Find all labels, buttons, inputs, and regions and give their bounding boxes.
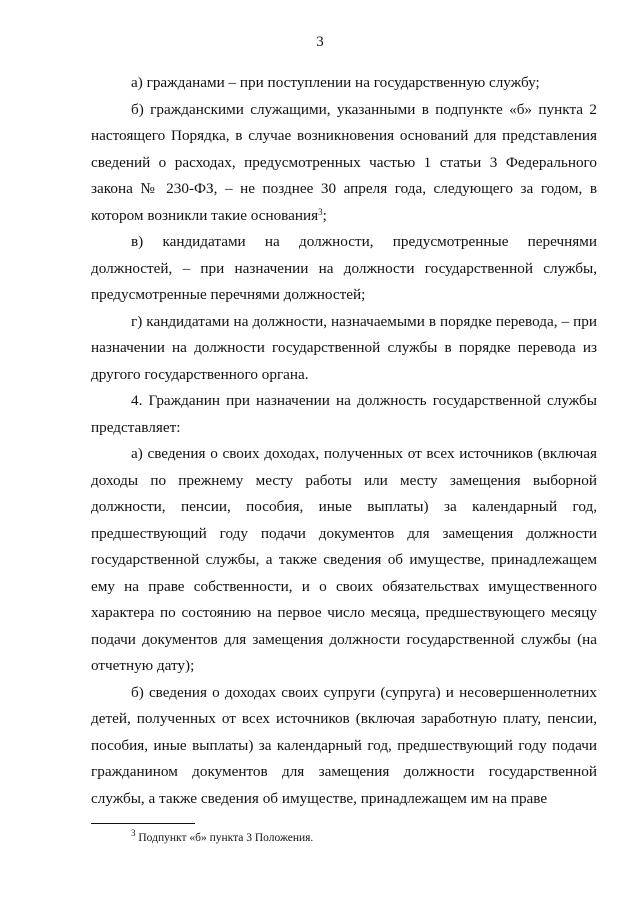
footnote-reference[interactable]: 3 [318,206,323,217]
paragraph-b-text: б) гражданскими служащими, указанными в подпункте «б» пункта 2 настоящего Порядка, в случае возникновения оснований для представления сведений о расходах, предусмотренных частью 1 статьи 3 Федерального закона № 230-ФЗ, – не позднее 30 апреля года, следующего за годом, в котором возникли такие основания [91,100,597,224]
footnote-separator [91,823,195,824]
footnote-marker: 3 [131,828,136,838]
paragraph-4a-own-income: а) сведения о своих доходах, полученных от всех источников (включая доходы по прежнему месту работы или месту замещения выборной должности, пенсии, пособия, иные выплаты) за календарный год, предшествующий году подачи документов для замещения должности государственной службы, а также сведения об имуществе, принадлежащем ему на праве собственности, и о своих обязательствах имущественного характера по состоянию на первое число месяца, предшествующего месяцу подачи документов для замещения должности государственной службы (на отчетную дату); [91,445,597,674]
document-body [91,70,597,812]
paragraph-g-transfer-candidates: г) кандидатами на должности, назначаемыми в порядке перевода, – при назначении на должности государственной службы в порядке перевода из другого государственного органа. [91,312,597,383]
paragraph-4-heading: 4. Гражданин при назначении на должность государственной службы представляет: [91,392,597,436]
paragraph-a-citizens: а) гражданами – при поступлении на государственную службу; [131,74,540,91]
page-number: 3 [316,34,324,50]
paragraph-b-civil-servants [91,97,597,230]
paragraph-b-end: ; [322,206,327,224]
paragraph-4b-family-income: б) сведения о доходах своих супруги (супруга) и несовершеннолетних детей, полученных от всех источников (включая заработную плату, пенсии, пособия, иные выплаты) за календарный год, предшествующий году подачи гражданином документов для замещения должности государственной службы, а также сведения об имуществе, принадлежащем им на праве [91,683,597,807]
paragraph-v-candidates: в) кандидатами на должности, предусмотренные перечнями должностей, – при назначении на должности государственной службы, предусмотренные перечнями должностей; [91,233,597,303]
footnote-text: Подпункт «б» пункта 3 Положения. [138,832,314,844]
footnote [131,828,314,845]
